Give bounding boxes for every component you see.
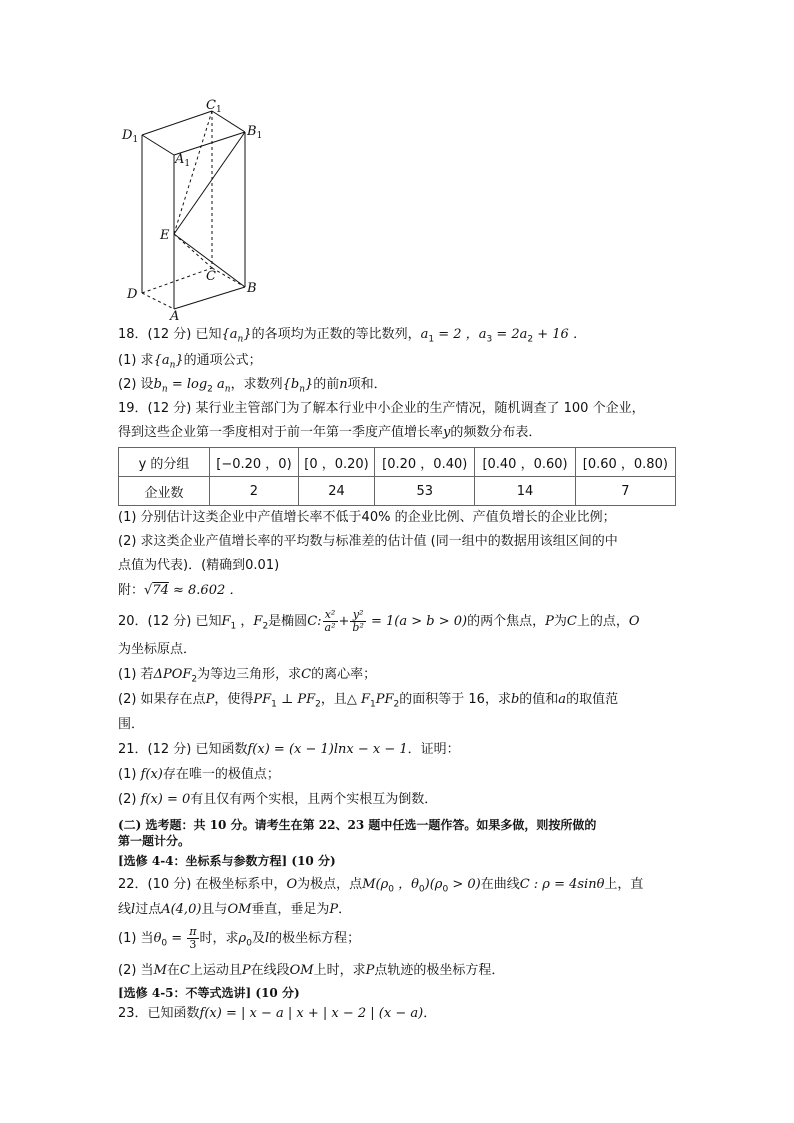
elective-section-4-4: [选修 4-4：坐标系与参数方程] (10 分): [118, 854, 336, 868]
q20-part2-cont: 围．: [118, 717, 145, 732]
elective-heading-line2: 第一题计分。: [118, 834, 191, 848]
table-cell: [0.40 ，0.60): [475, 448, 575, 477]
table-cell: 2: [210, 477, 299, 506]
q18-part2: (2) 设$b_n = \log_2 a_n$，求数列$\{b_n\}$的前n项和．: [118, 377, 387, 395]
label-b1: $B_1$: [247, 124, 263, 141]
q21-part1: (1) f(x)存在唯一的极值点；: [118, 767, 280, 782]
label-d1: $D_1$: [122, 128, 139, 145]
hidden-segment-ec1: [174, 111, 212, 234]
elective-section-4-5: [选修 4-5：不等式选讲] (10 分): [118, 986, 300, 1000]
edge-ab: [174, 287, 245, 309]
segment-eb1: [174, 132, 245, 234]
q23-line1: 23．已知函数f(x) = | x − a | x + | x − 2 | (x − a)．: [118, 1006, 437, 1021]
label-d: D: [127, 287, 138, 302]
table-cell: 53: [375, 477, 475, 506]
label-c: C: [206, 269, 216, 284]
edge-b1a1: [174, 132, 245, 155]
frequency-table: [118, 447, 676, 506]
q22-part2: (2) 当M在C上运动且P在线段OM上时，求P点轨迹的极坐标方程．: [118, 963, 505, 978]
edge-d1c1: [142, 111, 212, 135]
q22-line2: 线l过点A(4,0)且与OM垂直，垂足为P．: [118, 902, 352, 917]
table-cell: [−0.20 ，0): [210, 448, 299, 477]
fraction-y2-b2: $\frac{\text{y²}}{\text{b²}}$: [352, 608, 364, 634]
label-e: E: [160, 228, 170, 243]
table-row: [119, 477, 676, 506]
q19-line1: 19．(12 分) 某行业主管部门为了解本行业中小企业的生产情况，随机调查了 100 个企业，: [118, 401, 645, 416]
q19-part2b: 点值为代表)．(精确到0.01): [118, 558, 280, 573]
fraction-x2-a2: $\frac{\text{x²}}{\text{a²}}$: [324, 608, 336, 634]
q20-line1: 20．(12 分) 已知$F_1$ ，$F_2$是椭圆C: $\frac{\text{x²}}{\text{a²}}$ + $\frac{\text{y²}}{\text{b²}}$ = 1(a > b > 0)的两个焦点，P为C上的点，O: [118, 608, 640, 634]
table-cell: 14: [475, 477, 575, 506]
q18-line1: 18．(12 分) 已知$\{a_n\}$的各项均为正数的等比数列，$a_1 = 2$ ，$a_3 = 2a_2 + 16$ ．: [118, 327, 586, 345]
hidden-edge-cb: [212, 268, 245, 287]
q18-part1: (1) 求$\{a_n\}$的通项公式；: [118, 353, 262, 371]
label-a1: $A_1$: [175, 152, 191, 169]
table-row: [119, 448, 676, 477]
table-cell: [0.60 ，0.80): [575, 448, 675, 477]
q21-line1: 21．(12 分) 已知函数f(x) = (x − 1)lnx − x − 1．证明：: [118, 742, 460, 757]
q19-line2: 得到这些企业第一季度相对于前一年第一季度产值增长率y的频数分布表．: [118, 425, 542, 440]
table-cell: [0.20 ，0.40): [375, 448, 475, 477]
edge-a1d1: [142, 135, 174, 155]
label-a: A: [170, 309, 180, 320]
q22-line1: 22．(10 分) 在极坐标系中，O为极点，点$M(\rho_0$ ，$\theta_0)(\rho_0 > 0)$在曲线C : ρ = 4sinθ上，直: [118, 877, 644, 895]
table-cell: 24: [298, 477, 374, 506]
table-cell: y 的分组: [119, 448, 210, 477]
q21-part2: (2) f(x) = 0有且仅有两个实根，且两个实根互为倒数．: [118, 792, 438, 807]
label-b: B: [247, 281, 257, 296]
q19-part1: (1) 分别估计这类企业中产值增长率不低于40% 的企业比例、产值负增长的企业比例；: [118, 510, 616, 525]
q20-part2: (2) 如果存在点P，使得$PF_1$ ⊥ $PF_2$，且△ $F_1PF_2$的面积等于 16，求b的值和a的取值范: [118, 692, 619, 710]
table-cell: 企业数: [119, 477, 210, 506]
hidden-segment-ec: [174, 234, 212, 268]
hidden-edge-da: [142, 293, 174, 309]
q22-part1: (1) 当$\theta_0$ = $\frac{\pi}{3}$ 时，求$\rho_0$及l的极坐标方程；: [118, 925, 361, 951]
table-cell: [0 ，0.20): [298, 448, 374, 477]
q19-appendix: 附：√74 ≈ 8.602 ．: [118, 583, 243, 598]
prism-figure: [118, 98, 268, 320]
hidden-edge-dc: [142, 268, 212, 293]
q19-part2a: (2) 求这类企业产值增长率的平均数与标准差的估计值 (同一组中的数据用该组区间的中: [118, 534, 618, 549]
q20-part1: (1) 若$\Delta POF_2$为等边三角形，求C的离心率；: [118, 667, 377, 685]
fraction-pi-3: $\frac{\pi}{3}$: [189, 925, 197, 951]
q20-line2: 为坐标原点．: [118, 642, 197, 657]
elective-heading-line1: (二) 选考题：共 10 分。请考生在第 22、23 题中任选一题作答。如果多做，则按所做的: [118, 818, 597, 832]
label-c1: $C_1$: [206, 98, 222, 115]
table-cell: 7: [575, 477, 675, 506]
